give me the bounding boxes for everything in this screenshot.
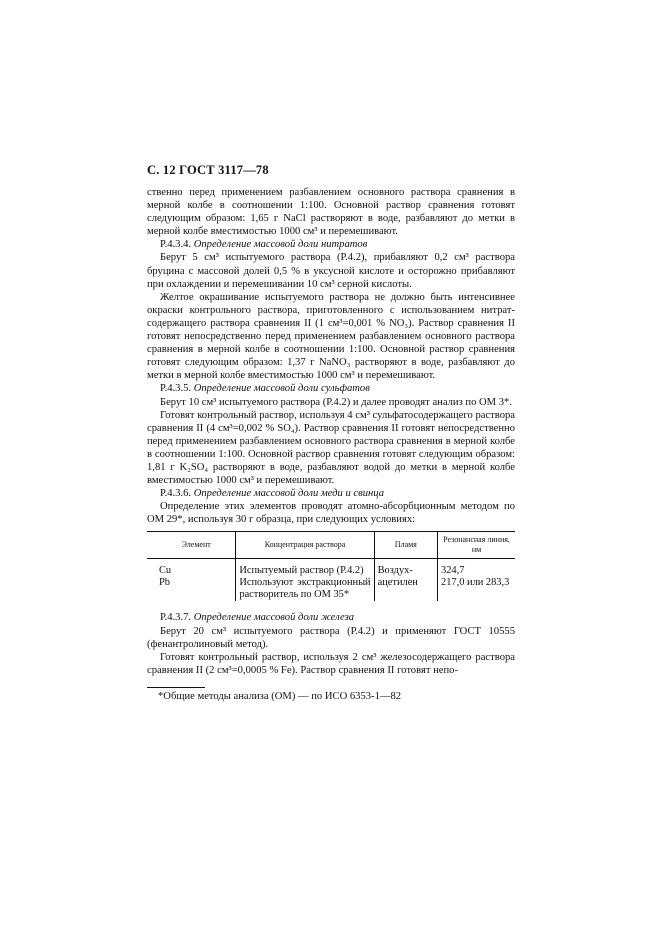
conditions-table [147,531,515,601]
section-number: Р.4.3.5. [160,383,192,395]
footnote-divider [147,687,205,688]
section-heading-nitrate [147,238,515,251]
cell-concentration: Используют экстракционный растворитель по ОМ 35* [236,577,374,601]
section-number: Р.4.3.6. [160,488,192,500]
cell-flame: Воздух-ацетилен [374,559,437,602]
section-title: Определение массовой доли сульфатов [193,383,370,395]
paragraph-nitrate-2: Желтое окрашивание испытуемого раствора не должно быть интенсивнее окраски контрольного раствора, приготовленного с использованием нитрат-содержащего раствора сравнения II (1 см³=0,001 % NO₃). Раствор сравнения II готовят непосредственно перед применением разбавлением основного раствора сравнения в мерной колбе в соотношении 1:100. Основной раствор сравнения готовят следующим образом: 1,37 г NaNO₃ растворяют в воде, разбавляют до метки в мерной колбе вместимостью 1000 см³ и перемешивают. [147,291,515,382]
paragraph-sulfate-2: Готовят контрольный раствор, используя 4 см³ сульфатосодержащего раствора сравнения II (4 см³=0,002 % SO₄). Раствор сравнения II готовят непосредственно перед применением разбавлением основного раствора сравнения в мерной колбе в соотношении 1:100. Основной раствор сравнения готовят следующим образом: 1,81 г K₂SO₄ растворяют в воде, разбавляют водой до метки в мерной колбе вместимостью 1000 см³ и перемешивают. [147,409,515,487]
document-body [147,186,515,677]
header-flame: Пламя [374,532,437,559]
cell-line: 324,7 [438,559,515,578]
table-row [147,577,515,601]
paragraph-iron-1: Берут 20 см³ испытуемого раствора (Р.4.2) и применяют ГОСТ 10555 (фенантролиновый метод). [147,625,515,650]
cell-element: Pb [159,577,170,589]
paragraph-sulfate-1: Берут 10 см³ испытуемого раствора (Р.4.2) и далее проводят анализ по ОМ 3*. [160,396,512,408]
paragraph-iron-2: Готовят контрольный раствор, используя 2 см³ железосодержащего раствора сравнения II (2 см³=0,0005 % Fe). Раствор сравнения II готовят непо- [147,651,515,676]
page-header: С. 12 ГОСТ 3117—78 [147,163,269,177]
section-number: Р.4.3.7. [160,612,192,624]
section-number: Р.4.3.4. [160,239,192,251]
section-heading-copper [147,487,515,500]
cell-concentration: Испытуемый раствор (Р.4.2) [236,559,374,578]
section-title: Определение массовой доли нитратов [193,239,368,251]
section-heading-iron [147,611,515,624]
cell-line: 217,0 или 283,3 [438,577,515,601]
header-element: Элемент [147,532,236,559]
section-title: Определение массовой доли меди и свинца [193,488,384,500]
header-line: Резонансная линия, нм [438,532,515,559]
paragraph-intro: ственно перед применением разбавлением основного раствора сравнения в мерной колбе в соотношении 1:100. Основной раствор сравнения готовят следующим образом: 1,65 г NaCl растворяют в воде, разбавляют до метки в мерной колбе вместимостью 1000 см³ и перемешивают. [147,187,515,238]
section-title: Определение массовой доли железа [193,612,354,624]
paragraph-copper: Определение этих элементов проводят атомно-абсорбционным методом по ОМ 29*, используя 30 г образца, при следующих условиях: [147,501,515,526]
cell-element: Cu [159,565,172,577]
paragraph-nitrate-1: Берут 5 см³ испытуемого раствора (Р.4.2), прибавляют 0,2 см³ раствора бруцина с массовой долей 0,5 % в уксусной кислоте и осторожно прибавляют при охлаждении и перемешивании 10 см³ серной кислоты. [147,252,515,290]
header-concentration: Концентрация раствора [236,532,374,559]
section-heading-sulfate [147,382,515,395]
table-row [147,559,515,578]
table-header-row [147,532,515,559]
footnote: *Общие методы анализа (ОМ) — по ИСО 6353-1—82 [158,691,402,702]
